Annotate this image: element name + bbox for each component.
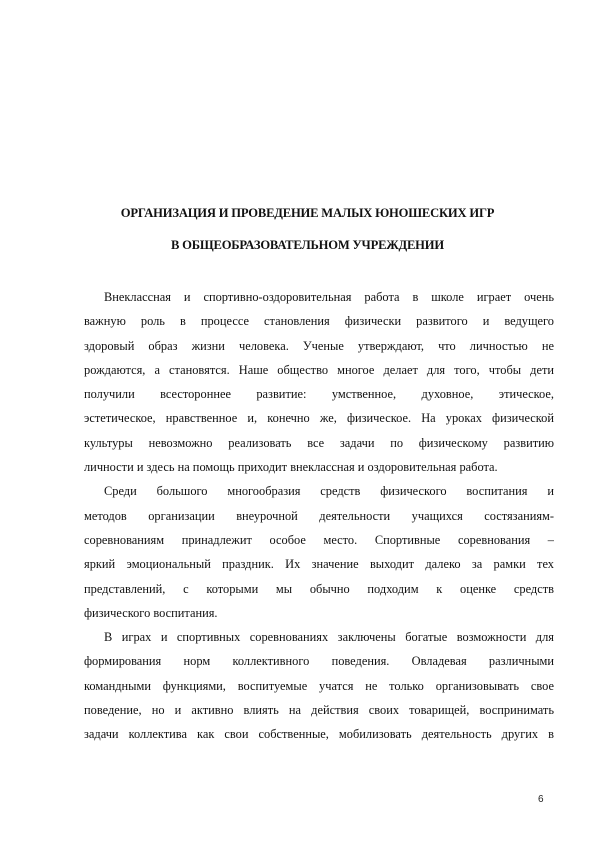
paragraph-2 bbox=[84, 479, 554, 625]
page-number: 6 bbox=[538, 794, 544, 805]
paragraph-line: эстетическое, нравственное и, конечно же, физическое. На уроках физической bbox=[84, 411, 554, 426]
paragraph-line: яркий эмоциональный праздник. Их значение выходит далеко за рамки тех bbox=[84, 557, 554, 572]
paragraph-line: Среди большого многообразия средств физического воспитания и bbox=[104, 484, 554, 499]
paragraph-line: культуры невозможно реализовать все задачи по физическому развитию bbox=[84, 435, 554, 450]
paragraph-line: задачи коллектива как свои собственные, мобилизовать деятельность других в bbox=[84, 727, 554, 742]
paragraph-line: здоровый образ жизни человека. Ученые утверждают, что личностью не bbox=[84, 338, 554, 353]
paragraph-line: рождаются, а становятся. Наше общество многое делает для того, чтобы дети bbox=[84, 362, 554, 377]
paragraph-line: В играх и спортивных соревнованиях заключены богатые возможности для bbox=[104, 630, 554, 645]
paragraph-line: представлений, с которыми мы обычно подходим к оценке средств bbox=[84, 581, 554, 596]
paragraph-line: получили всестороннее развитие: умственное, духовное, этическое, bbox=[84, 387, 554, 402]
paragraph-3 bbox=[84, 625, 554, 746]
document-body bbox=[84, 285, 554, 747]
paragraph-line: поведение, но и активно влиять на действия своих товарищей, воспринимать bbox=[84, 703, 554, 718]
paragraph-line: формирования норм коллективного поведения. Овладевая различными bbox=[84, 654, 554, 669]
paragraph-line: соревнованиям принадлежит особое место. Спортивные соревнования – bbox=[84, 532, 554, 547]
paragraph-line: личности и здесь на помощь приходит внеклассная и оздоровительная работа. bbox=[84, 460, 498, 475]
document-title-line-1: ОРГАНИЗАЦИЯ И ПРОВЕДЕНИЕ МАЛЫХ ЮНОШЕСКИХ ИГР bbox=[120, 206, 495, 220]
paragraph-line: методов организации внеурочной деятельности учащихся состязаниям- bbox=[84, 508, 554, 523]
document-title-line-2: В ОБЩЕОБРАЗОВАТЕЛЬНОМ УЧРЕЖДЕНИИ bbox=[171, 238, 444, 252]
paragraph-line: Внеклассная и спортивно-оздоровительная работа в школе играет очень bbox=[104, 290, 554, 304]
paragraph-line: физического воспитания. bbox=[84, 605, 218, 620]
paragraph-line: важную роль в процессе становления физически развитого и ведущего bbox=[84, 314, 554, 329]
paragraph-1 bbox=[84, 285, 554, 479]
paragraph-line: командными функциями, воспитуемые учатся не только организовывать свое bbox=[84, 678, 554, 693]
